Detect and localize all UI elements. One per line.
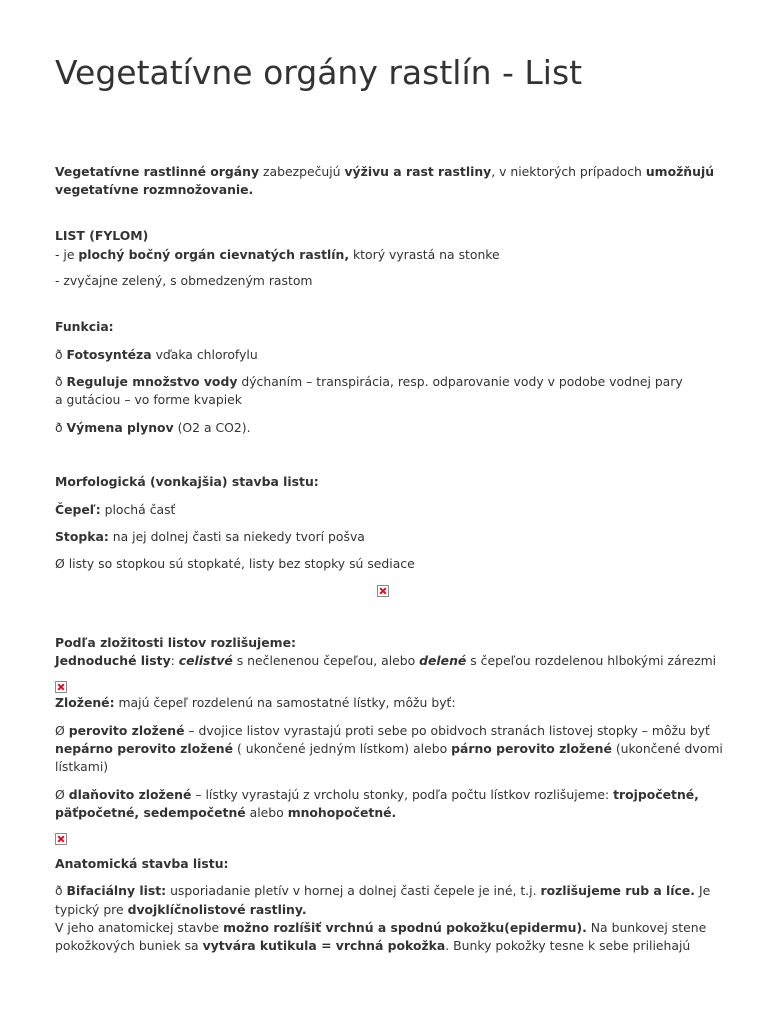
palmate-trifoliate-bold: trojpočetné, — [613, 787, 699, 802]
morph-stopka — [55, 528, 720, 546]
compound-text: majú čepeľ rozdelenú na samostatné lístky, môžu byť: — [114, 695, 456, 710]
function-item-3-text: (O2 a CO2). — [173, 420, 251, 435]
broken-image-icon — [55, 833, 67, 845]
morph-cepel — [55, 501, 720, 519]
palmate-line-2 — [55, 804, 720, 822]
anatomy-structure-text: V jeho anatomickej stavbe — [55, 920, 224, 935]
morph-cepel-text: plochá časť — [100, 502, 176, 517]
function-item-3 — [55, 419, 720, 437]
even-pinnate-bold: párno perovito zložené — [451, 741, 612, 756]
complexity-compound — [55, 694, 720, 712]
anatomy-cells-text: pokožkových buniek sa — [55, 938, 203, 953]
intro-bold-enable: umožňujú — [645, 164, 715, 179]
simple-leaves-text-2: s čepeľou rozdelenou hlbokými zárezmi — [466, 653, 717, 668]
list-def-suffix: ktorý vyrastá na stonke — [349, 247, 500, 262]
anatomy-line-4 — [55, 937, 720, 955]
anatomy-dicot-bold: dvojklíčnolistové rastliny. — [127, 902, 307, 917]
simple-entire-term: celistvé — [178, 653, 233, 668]
broken-image-icon — [55, 681, 67, 693]
palmate-bold: dlaňovito zložené — [68, 787, 192, 802]
even-pinnate-text: (ukončené dvomi — [611, 741, 723, 756]
function-item-2-text: dýchaním – transpirácia, resp. odparovanie vody v podobe vodnej pary — [237, 374, 683, 389]
arrow-bullet-icon: ð — [55, 883, 67, 898]
bifacial-distinguish-bold: rozlišujeme rub a líce. — [540, 883, 695, 898]
function-heading-text: Funkcia: — [55, 319, 114, 334]
intro-line-2 — [55, 181, 720, 199]
intro-text: zabezpečujú — [259, 164, 345, 179]
compound-bold: Zložené: — [55, 695, 115, 710]
intro-bold-nutrition: výživu a rast rastliny — [344, 164, 492, 179]
function-item-3-bold: Výmena plynov — [66, 420, 174, 435]
morph-note: Ø listy so stopkou sú stopkaté, listy bez stopky sú sediace — [55, 556, 415, 571]
anatomy-typical-text: typický pre — [55, 902, 128, 917]
function-heading — [55, 318, 720, 336]
palmate-text: – lístky vyrastajú z vrcholu stonky, podľa počtu lístkov rozlišujeme: — [191, 787, 614, 802]
function-item-1-bold: Fotosyntéza — [66, 347, 152, 362]
anatomy-cell-wall-text: Na bunkovej stene — [586, 920, 707, 935]
palmate-many-bold: mnohopočetné. — [287, 805, 397, 820]
complexity-simple — [55, 652, 720, 670]
list-def-prefix: - je — [55, 247, 79, 262]
pinnate-text: – dvojice listov vyrastajú proti sebe po obidvoch stranách listovej stopky – môžu byť — [184, 723, 710, 738]
anatomy-line-2 — [55, 901, 720, 919]
page-title: Vegetatívne orgány rastlín - List — [55, 53, 583, 92]
morph-stopka-text: na jej dolnej časti sa niekedy tvorí pošva — [108, 529, 365, 544]
list-def-line-1 — [55, 246, 720, 264]
list-def-line-2: - zvyčajne zelený, s obmedzeným rastom — [55, 273, 313, 288]
palmate-line-1 — [55, 786, 720, 804]
odd-pinnate-text: ( ukončené jedným lístkom) alebo — [233, 741, 452, 756]
pinnate-bold: perovito zložené — [68, 723, 185, 738]
simple-leaves-bold: Jednoduché listy — [55, 653, 171, 668]
function-item-1 — [55, 346, 720, 364]
pinnate-line-1 — [55, 722, 720, 740]
arrow-bullet-icon: ð — [55, 420, 67, 435]
intro-line-1 — [55, 163, 720, 181]
morph-heading — [55, 473, 720, 491]
function-item-2-cont: a gutáciou – vo forme kvapiek — [55, 392, 242, 407]
diameter-bullet-icon: Ø — [55, 787, 69, 802]
anatomy-epidermis-bold: možno rozlíšiť vrchnú a spodnú pokožku(epidermu). — [223, 920, 587, 935]
complexity-heading — [55, 634, 720, 652]
anatomy-cells-text-2: . Bunky pokožky tesne k sebe priliehajú — [445, 938, 691, 953]
bifacial-text: usporiadanie pletív v hornej a dolnej časti čepele je iné, t.j. — [166, 883, 541, 898]
anatomy-line-1 — [55, 882, 720, 900]
list-heading — [55, 227, 720, 245]
pinnate-line-3: lístkami) — [55, 759, 109, 774]
simple-leaves-text: s nečlenenou čepeľou, alebo — [232, 653, 420, 668]
intro-text-2: , v niektorých prípadoch — [491, 164, 646, 179]
simple-leaves-sep: : — [170, 653, 179, 668]
intro-bold-organs: Vegetatívne rastlinné orgány — [55, 164, 260, 179]
pinnate-line-2 — [55, 740, 723, 758]
arrow-bullet-icon: ð — [55, 347, 67, 362]
diameter-bullet-icon: Ø — [55, 723, 69, 738]
complexity-heading-text: Podľa zložitosti listov rozlišujeme: — [55, 635, 296, 650]
anatomy-heading — [55, 855, 720, 873]
list-def-bold: plochý bočný orgán cievnatých rastlín, — [78, 247, 350, 262]
palmate-counts-bold: päťpočetné, sedempočetné — [55, 805, 246, 820]
broken-image-icon — [377, 585, 389, 597]
anatomy-heading-text: Anatomická stavba listu: — [55, 856, 229, 871]
bifacial-text-2: Je — [695, 883, 711, 898]
simple-divided-term: delené — [419, 653, 467, 668]
function-item-1-text: vďaka chlorofylu — [151, 347, 258, 362]
bifacial-bold: Bifaciálny list: — [66, 883, 167, 898]
function-item-2 — [55, 373, 720, 391]
morph-heading-text: Morfologická (vonkajšia) stavba listu: — [55, 474, 319, 489]
function-item-2-bold: Reguluje množstvo vody — [66, 374, 238, 389]
intro-bold-reproduction: vegetatívne rozmnožovanie. — [55, 182, 254, 197]
arrow-bullet-icon: ð — [55, 374, 67, 389]
morph-cepel-bold: Čepeľ: — [55, 502, 101, 517]
odd-pinnate-bold: nepárno perovito zložené — [55, 741, 233, 756]
anatomy-cuticle-bold: vytvára kutikula = vrchná pokožka — [202, 938, 446, 953]
morph-stopka-bold: Stopka: — [55, 529, 109, 544]
palmate-or: alebo — [245, 805, 288, 820]
list-heading-text: LIST (FYLOM) — [55, 228, 149, 243]
anatomy-line-3 — [55, 919, 720, 937]
